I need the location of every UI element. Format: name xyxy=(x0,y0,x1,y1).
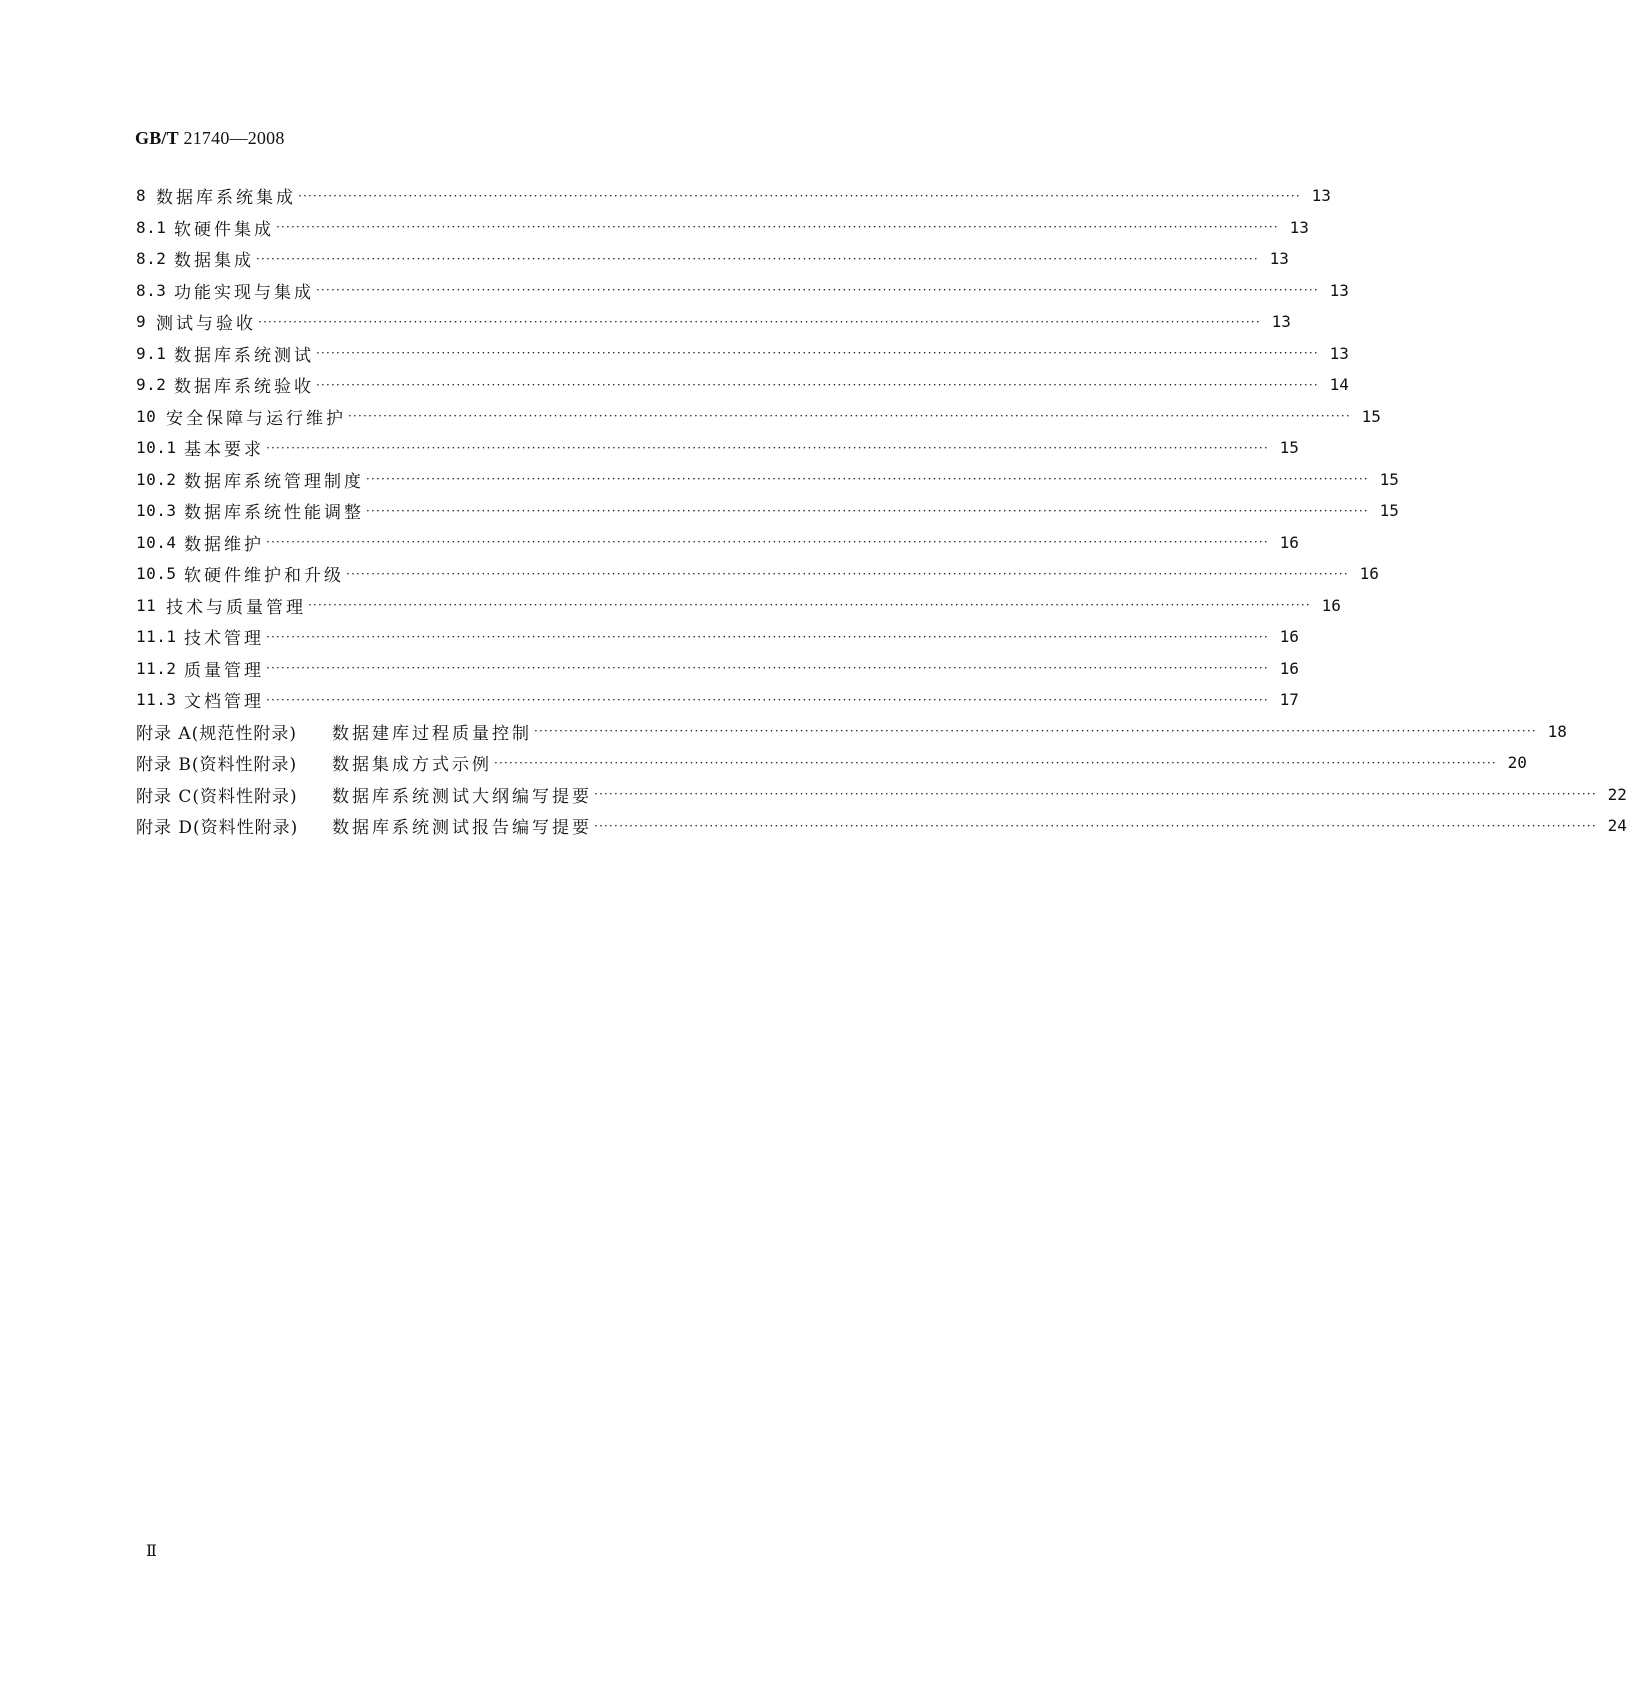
toc-entry-leader: ········································································································································································································ xyxy=(266,629,1269,644)
toc-entry-page: 13 xyxy=(1289,217,1309,237)
document-code-prefix: GB/T xyxy=(135,128,179,148)
toc-entry-title: 测试与验收 xyxy=(156,314,256,335)
toc-entry[interactable] xyxy=(136,810,1627,842)
toc-entry-page: 15 xyxy=(1379,469,1399,489)
toc-entry-page: 13 xyxy=(1311,186,1331,206)
toc-entry-page: 16 xyxy=(1279,532,1299,552)
toc-entry[interactable] xyxy=(136,779,1627,811)
document-code xyxy=(135,126,285,150)
toc-entry[interactable] xyxy=(136,590,1341,622)
toc-entry-number: 8.2 xyxy=(136,249,167,269)
toc-entry[interactable] xyxy=(136,306,1291,338)
toc-entry-number: 9.2 xyxy=(136,375,167,395)
toc-entry[interactable] xyxy=(136,495,1399,527)
toc-entry-title: 数据库系统验收 xyxy=(174,377,314,398)
toc-entry[interactable] xyxy=(136,338,1349,370)
toc-entry[interactable] xyxy=(136,684,1299,716)
toc-entry[interactable] xyxy=(136,716,1567,748)
toc-entry[interactable] xyxy=(136,621,1299,653)
toc-entry-title: 技术管理 xyxy=(184,629,264,650)
toc-entry-number: 11.3 xyxy=(136,690,177,710)
toc-entry-page: 20 xyxy=(1507,753,1527,773)
toc-entry[interactable] xyxy=(136,747,1527,779)
toc-entry[interactable] xyxy=(136,432,1299,464)
toc-entry-number: 11.1 xyxy=(136,627,177,647)
toc-entry[interactable] xyxy=(136,558,1379,590)
toc-entry[interactable] xyxy=(136,180,1331,212)
toc-entry-page: 17 xyxy=(1279,690,1299,710)
toc-entry-title: 数据建库过程质量控制 xyxy=(332,723,532,744)
toc-entry-leader: ········································································································································································································ xyxy=(266,440,1269,455)
toc-entry-title: 文档管理 xyxy=(184,692,264,713)
toc-entry-title: 数据库系统集成 xyxy=(156,188,296,209)
toc-entry-title: 数据库系统管理制度 xyxy=(184,471,364,492)
toc-entry-number: 10.3 xyxy=(136,501,177,521)
toc-entry-title: 软硬件维护和升级 xyxy=(184,566,344,587)
toc-entry-leader: ········································································································································································································ xyxy=(366,503,1369,518)
toc-entry-leader: ········································································································································································································ xyxy=(316,283,1319,298)
toc-entry[interactable] xyxy=(136,275,1349,307)
toc-entry-number: 10.1 xyxy=(136,438,177,458)
toc-entry-number: 11 xyxy=(136,595,157,615)
toc-entry-leader: ········································································································································································································ xyxy=(276,220,1279,235)
toc-entry-title: 质量管理 xyxy=(184,660,264,681)
toc-entry-title: 技术与质量管理 xyxy=(166,597,306,618)
toc-entry-title: 软硬件集成 xyxy=(174,219,274,240)
toc-entry-title: 功能实现与集成 xyxy=(174,282,314,303)
document-code-number: 21740—2008 xyxy=(183,128,285,148)
toc-entry-page: 13 xyxy=(1271,312,1291,332)
toc-entry-title: 数据库系统测试报告编写提要 xyxy=(332,818,592,839)
toc-entry-leader: ········································································································································································································ xyxy=(266,535,1269,550)
toc-entry-title: 数据集成方式示例 xyxy=(332,755,492,776)
toc-entry-page: 18 xyxy=(1547,721,1567,741)
toc-entry-title: 数据维护 xyxy=(184,534,264,555)
toc-entry-title: 数据库系统测试大纲编写提要 xyxy=(332,786,592,807)
toc-entry-number: 附录 C(资料性附录) xyxy=(136,786,298,807)
toc-entry-leader: ········································································································································································································ xyxy=(594,787,1597,802)
toc-entry[interactable] xyxy=(136,401,1381,433)
toc-entry-page: 13 xyxy=(1329,280,1349,300)
toc-entry[interactable] xyxy=(136,653,1299,685)
toc-entry-title: 数据库系统性能调整 xyxy=(184,503,364,524)
toc-entry-leader: ········································································································································································································ xyxy=(258,314,1261,329)
toc-entry-leader: ········································································································································································································ xyxy=(298,188,1301,203)
toc-entry-leader: ········································································································································································································ xyxy=(316,377,1319,392)
toc-entry-number: 11.2 xyxy=(136,658,177,678)
toc-entry-number: 10.2 xyxy=(136,469,177,489)
toc-entry-page: 13 xyxy=(1269,249,1289,269)
toc-entry-number: 附录 B(资料性附录) xyxy=(136,755,298,776)
toc-entry-number: 8.3 xyxy=(136,280,167,300)
toc-entry-page: 16 xyxy=(1279,627,1299,647)
toc-entry-page: 13 xyxy=(1329,343,1349,363)
toc-entry[interactable] xyxy=(136,243,1289,275)
toc-entry-leader: ········································································································································································································ xyxy=(266,661,1269,676)
toc-entry-number: 8 xyxy=(136,186,147,206)
toc-entry[interactable] xyxy=(136,527,1299,559)
toc-entry-page: 16 xyxy=(1359,564,1379,584)
toc-entry-leader: ········································································································································································································ xyxy=(366,472,1369,487)
toc-entry-title: 安全保障与运行维护 xyxy=(166,408,346,429)
table-of-contents xyxy=(136,180,1627,842)
toc-entry-number: 附录 A(规范性附录) xyxy=(136,723,297,744)
toc-entry-number: 附录 D(资料性附录) xyxy=(136,818,299,839)
toc-entry-leader: ········································································································································································································ xyxy=(266,692,1269,707)
toc-entry-leader: ········································································································································································································ xyxy=(348,409,1351,424)
toc-entry-number: 10.4 xyxy=(136,532,177,552)
toc-entry-title: 数据集成 xyxy=(174,251,254,272)
toc-entry[interactable] xyxy=(136,212,1309,244)
toc-entry-leader: ········································································································································································································ xyxy=(256,251,1259,266)
toc-entry-number: 9.1 xyxy=(136,343,167,363)
toc-entry[interactable] xyxy=(136,464,1399,496)
toc-entry-number: 10 xyxy=(136,406,157,426)
toc-entry-number: 9 xyxy=(136,312,147,332)
toc-entry-page: 15 xyxy=(1279,438,1299,458)
toc-entry-leader: ········································································································································································································ xyxy=(534,724,1537,739)
toc-entry-page: 14 xyxy=(1329,375,1349,395)
toc-entry-number: 8.1 xyxy=(136,217,167,237)
toc-entry-page: 16 xyxy=(1321,595,1341,615)
toc-entry-page: 15 xyxy=(1379,501,1399,521)
toc-entry-page: 24 xyxy=(1607,816,1627,836)
toc-entry-leader: ········································································································································································································ xyxy=(316,346,1319,361)
toc-entry-page: 22 xyxy=(1607,784,1627,804)
toc-entry-title: 基本要求 xyxy=(184,440,264,461)
toc-entry-leader: ········································································································································································································ xyxy=(494,755,1497,770)
toc-entry-leader: ········································································································································································································ xyxy=(308,598,1311,613)
toc-entry-number: 10.5 xyxy=(136,564,177,584)
toc-entry[interactable] xyxy=(136,369,1349,401)
toc-entry-leader: ········································································································································································································ xyxy=(346,566,1349,581)
toc-entry-title: 数据库系统测试 xyxy=(174,345,314,366)
toc-entry-leader: ········································································································································································································ xyxy=(594,818,1597,833)
toc-entry-page: 16 xyxy=(1279,658,1299,678)
toc-entry-page: 15 xyxy=(1361,406,1381,426)
page-number: Ⅱ xyxy=(146,1543,157,1560)
